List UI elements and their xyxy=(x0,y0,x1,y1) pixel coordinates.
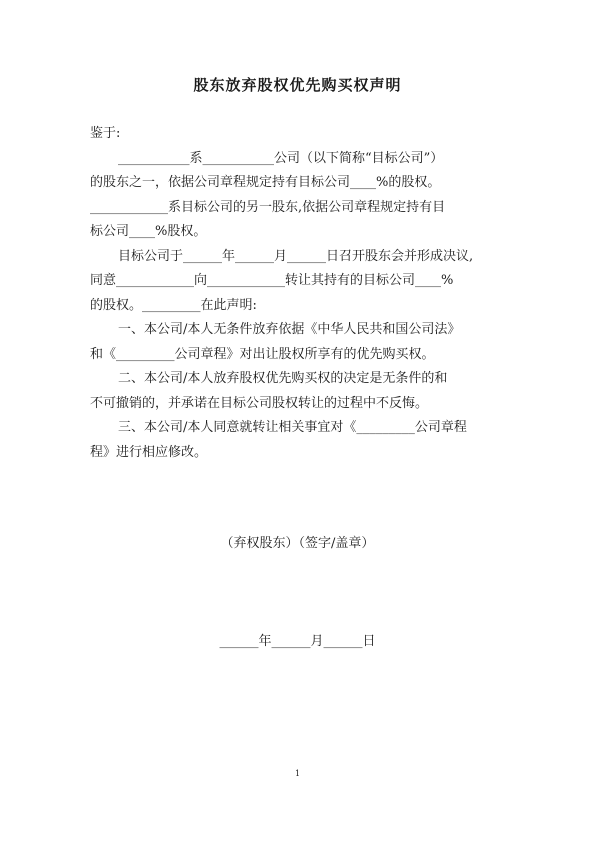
page-number: 1 xyxy=(294,769,301,778)
date-line: ______年______月______日 xyxy=(219,634,376,649)
body-line: 的股权。_________在此声明: xyxy=(90,297,257,313)
body-line: ___________系___________公司（以下简称“目标公司”） xyxy=(118,150,444,166)
body-line: 不可撤销的，并承诺在目标公司股权转让的过程中不反悔。 xyxy=(90,395,429,411)
body-line: 程》进行相应修改。 xyxy=(90,444,208,460)
document-title: 股东放弃股权优先购买权声明 xyxy=(193,76,402,94)
body-line: 同意____________向____________转让其持有的目标公司____% xyxy=(90,273,454,288)
body-line: 鉴于: xyxy=(90,126,121,141)
body-line: ____________系目标公司的另一股东,依据公司章程规定持有目 xyxy=(90,199,446,215)
body-line: 一、本公司/本人无条件放弃依据《中华人民共和国公司法》 xyxy=(118,322,461,337)
body-line: 二、本公司/本人放弃股权优先购买权的决定是无条件的和 xyxy=(118,371,448,386)
body-line: 的股东之一，依据公司章程规定持有目标公司____%的股权。 xyxy=(90,175,441,190)
body-line: 目标公司于______年______月______日召开股东会并形成决议, xyxy=(118,248,474,264)
body-line: 三、本公司/本人同意就转让相关事宜对《_________公司章程 xyxy=(118,420,467,435)
body-line: 标公司____%股权。 xyxy=(90,224,207,239)
signature-line: （弃权股东）（签字/盖章） xyxy=(220,536,375,551)
document-body xyxy=(90,122,510,465)
body-line: 和《_________公司章程》对出让股权所享有的优先购买权。 xyxy=(90,346,435,362)
